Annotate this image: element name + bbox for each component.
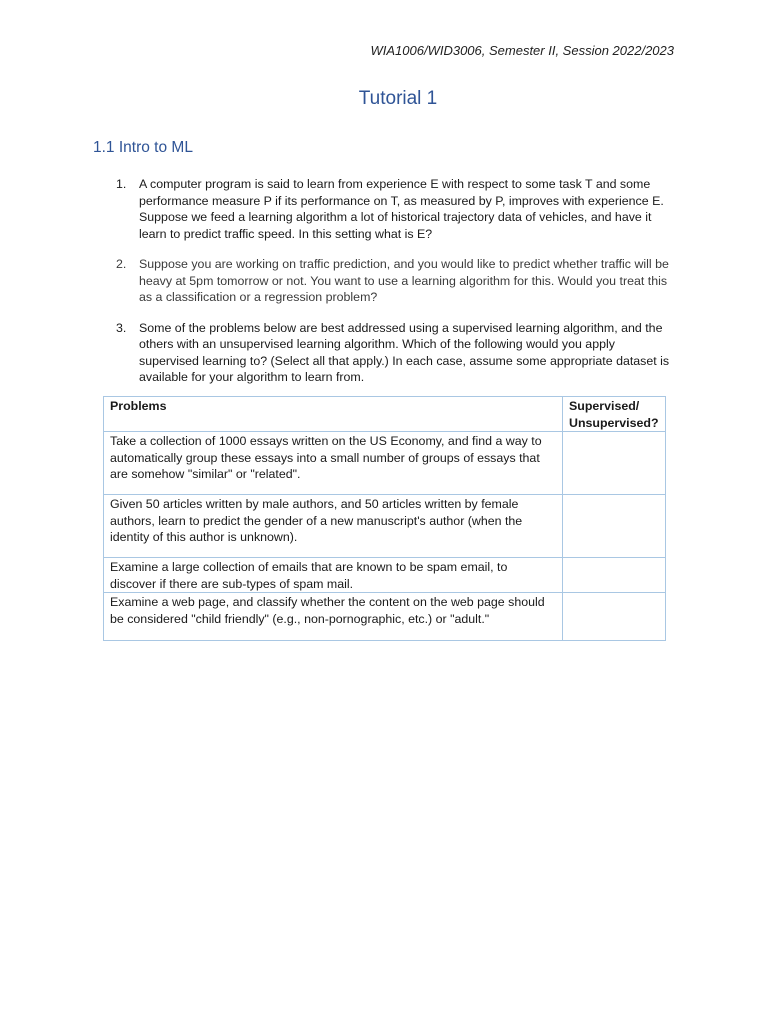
problem-cell: Take a collection of 1000 essays written on the US Economy, and find a way to automatically group these essays into a small number of groups of essays that are somehow "similar" or "related". <box>104 432 563 495</box>
table-row <box>104 432 666 495</box>
question-text: Suppose you are working on traffic prediction, and you would like to predict whether traffic will be heavy at 5pm tomorrow or not. You want to use a learning algorithm for this. Would you treat this as a classification or a regression problem? <box>139 257 669 304</box>
course-header: WIA1006/WID3006, Semester II, Session 2022/2023 <box>370 43 674 58</box>
answer-cell[interactable] <box>563 593 666 641</box>
problems-column-header: Problems <box>104 397 563 432</box>
question-item <box>112 256 672 306</box>
question-item <box>112 176 672 242</box>
question-text: Some of the problems below are best addressed using a supervised learning algorithm, and the others with an unsupervised learning algorithm. Which of the following would you apply supervised learning to? (Select all that apply.) In each case, assume some appropriate dataset is available for your algorithm to learn from. <box>139 320 670 384</box>
question-text: A computer program is said to learn from experience E with respect to some task T and some performance measure P if its performance on T, as measured by P, improves with experience E. Suppose we feed a learning algorithm a lot of historical trajectory data of vehicles, and have it learn to predict traffic speed. In this setting what is E? <box>139 177 664 241</box>
table-row <box>104 558 666 593</box>
table-row <box>104 593 666 641</box>
problems-table <box>103 396 666 641</box>
question-number: 3. <box>116 320 127 335</box>
problem-cell: Examine a large collection of emails that are known to be spam email, to discover if there are sub-types of spam mail. <box>104 558 563 593</box>
problem-cell: Given 50 articles written by male authors, and 50 articles written by female authors, learn to predict the gender of a new manuscript's author (when the identity of this author is unknown). <box>104 495 563 558</box>
question-number: 1. <box>116 177 127 191</box>
document-title: Tutorial 1 <box>358 88 438 109</box>
type-column-header: Supervised/ Unsupervised? <box>563 397 666 432</box>
question-list <box>112 176 672 400</box>
section-heading: 1.1 Intro to ML <box>93 139 193 156</box>
answer-cell[interactable] <box>563 558 666 593</box>
question-number: 2. <box>116 257 127 271</box>
table-header-row <box>104 397 666 432</box>
answer-cell[interactable] <box>563 432 666 495</box>
question-item <box>112 320 672 386</box>
problem-cell: Examine a web page, and classify whether the content on the web page should be considered "child friendly" (e.g., non-pornographic, etc.) or "adult." <box>104 593 563 641</box>
answer-cell[interactable] <box>563 495 666 558</box>
table-row <box>104 495 666 558</box>
